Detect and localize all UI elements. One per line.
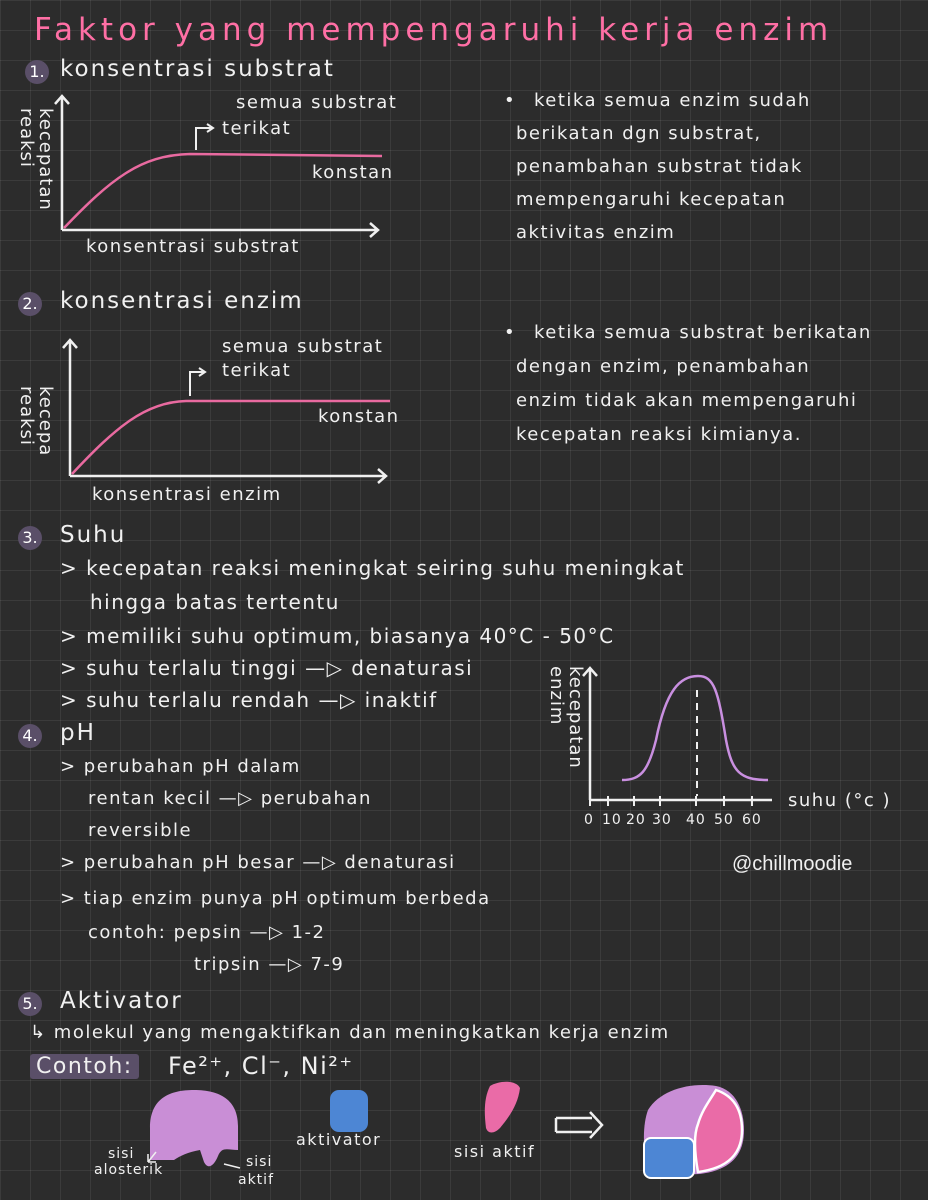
tick-label: 20 — [626, 812, 646, 828]
suhu-item: > suhu terlalu tinggi —▷ denaturasi — [60, 656, 474, 680]
section-heading-aktivator: Aktivator — [60, 988, 183, 1014]
constant-label: konstan — [318, 406, 400, 427]
note-line: aktivitas enzim — [516, 222, 676, 243]
note-line: mempengaruhi kecepatan — [516, 189, 787, 210]
tick-label: 50 — [714, 812, 734, 828]
result-arrow-icon — [556, 1112, 602, 1138]
activator-shape — [330, 1090, 368, 1132]
section-number-2: 2. — [18, 292, 42, 316]
annotation-line-2: terikat — [222, 360, 292, 381]
section-heading-konsentrasi-enzim: konsentrasi enzim — [60, 288, 304, 314]
activator-label: aktivator — [296, 1130, 382, 1149]
active-label-line-2: aktif — [238, 1172, 274, 1188]
x-axis-label: konsentrasi substrat — [86, 236, 300, 257]
section-heading-ph: pH — [60, 720, 96, 746]
tick-label: 60 — [742, 812, 762, 828]
note-line: ketika semua enzim sudah — [534, 90, 811, 111]
section-number-5: 5. — [18, 992, 42, 1016]
ph-example: tripsin —▷ 7-9 — [194, 954, 345, 975]
ph-item: > tiap enzim punya pH optimum berbeda — [60, 888, 491, 909]
active-label-line-1: sisi — [246, 1154, 273, 1170]
note-line: penambahan substrat tidak — [516, 156, 803, 177]
x-axis-label: konsentrasi enzim — [92, 484, 282, 505]
bound-activator-shape — [644, 1138, 694, 1178]
y-axis-label: kecepatan reaksi — [16, 108, 56, 211]
ph-item: > perubahan pH dalam — [60, 756, 301, 777]
note-line: enzim tidak akan mempengaruhi — [516, 390, 858, 411]
tick-label: 30 — [652, 812, 672, 828]
x-axis-label: suhu (°c ) — [788, 790, 891, 811]
note-line: ketika semua substrat berikatan — [534, 322, 872, 343]
active-site-label: sisi aktif — [454, 1142, 536, 1161]
tick-label: 40 — [686, 812, 706, 828]
allosteric-label-line-2: alosterik — [94, 1162, 164, 1178]
active-site-shape — [485, 1082, 520, 1133]
credit-handle: @chillmoodie — [732, 853, 853, 875]
note-line: kecepatan reaksi kimianya. — [516, 424, 802, 445]
ph-item: reversible — [88, 820, 193, 841]
active-site-arrow — [224, 1164, 240, 1168]
section-number-3: 3. — [18, 526, 42, 550]
suhu-item: hingga batas tertentu — [90, 590, 340, 614]
example-ions: Fe²⁺, Cl⁻, Ni²⁺ — [168, 1052, 354, 1080]
annotation-line-1: semua substrat — [222, 336, 384, 357]
annotation-line-2: terikat — [222, 118, 292, 139]
constant-label: konstan — [312, 162, 394, 183]
page-title: Faktor yang mempengaruhi kerja enzim — [34, 12, 834, 48]
ph-item: > perubahan pH besar —▷ denaturasi — [60, 852, 456, 873]
ph-example: contoh: pepsin —▷ 1-2 — [88, 922, 326, 943]
y-axis-label: kecepatan enzim — [546, 666, 586, 769]
enzyme-shape — [150, 1090, 238, 1166]
note-bullet: • — [504, 322, 517, 343]
section-number-4: 4. — [18, 724, 42, 748]
aktivator-description: ↳ molekul yang mengaktifkan dan meningkatkan kerja enzim — [30, 1022, 670, 1043]
note-line: dengan enzim, penambahan — [516, 356, 811, 377]
ph-item: rentan kecil —▷ perubahan — [88, 788, 372, 809]
suhu-item: > memiliki suhu optimum, biasanya 40°C - 50°C — [60, 624, 615, 648]
suhu-item: > kecepatan reaksi meningkat seiring suhu meningkat — [60, 556, 685, 580]
annotation-line-1: semua substrat — [236, 92, 398, 113]
suhu-item: > suhu terlalu rendah —▷ inaktif — [60, 688, 438, 712]
section-heading-suhu: Suhu — [60, 522, 127, 548]
tick-label: 0 — [584, 812, 594, 828]
section-heading-konsentrasi-substrat: konsentrasi substrat — [60, 56, 335, 82]
allosteric-label-line-1: sisi — [108, 1146, 135, 1162]
note-line: berikatan dgn substrat, — [516, 123, 762, 144]
example-label: Contoh: — [30, 1054, 139, 1080]
note-bullet: • — [504, 90, 517, 111]
y-axis-label: kecepa reaksi — [16, 386, 56, 457]
tick-label: 10 — [602, 812, 622, 828]
section-number-1: 1. — [25, 60, 49, 84]
